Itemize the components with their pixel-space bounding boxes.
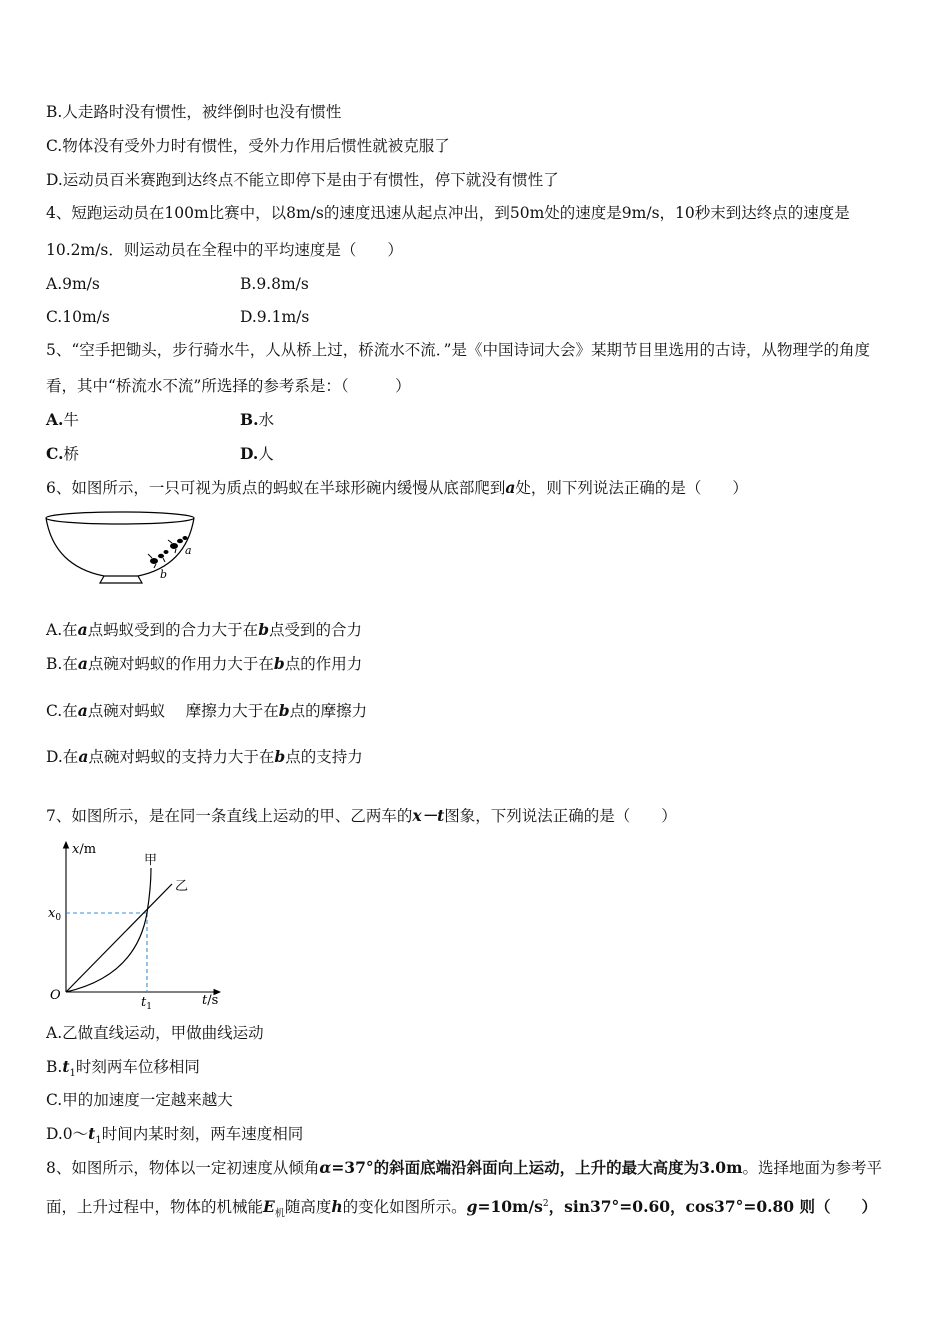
q7-stem: 7、如图所示，是在同一条直线上运动的甲、乙两车的x－t图象，下列说法正确的是（ ） <box>46 806 677 825</box>
q6-option-c: C.在a点碗对蚂蚁 摩擦力大于在b点的摩擦力 <box>46 701 368 720</box>
x-axis-label: t/s <box>202 993 219 1008</box>
q7-option-a: A.乙做直线运动，甲做曲线运动 <box>46 1024 264 1042</box>
label-yi: 乙 <box>175 879 189 894</box>
q5-stem-line2: 看，其中“桥流水不流”所选择的参考系是：（ ） <box>46 377 411 395</box>
q4-option-a: A.9m/s <box>46 275 100 293</box>
curve-jia <box>66 868 151 992</box>
xt-graph <box>44 836 234 1014</box>
q8-stem-line2: 面，上升过程中，物体的机械能$E_机$随高度h的变化如图所示。$g=10m/s^2$，sin37°=0.60，cos37°=0.80 则（ ） <box>46 1197 877 1220</box>
q6-option-b: B.在a点碗对蚂蚁的作用力大于在b点的作用力 <box>46 654 363 673</box>
q5-option-d: D.人 <box>240 444 274 463</box>
q3-option-d: D.运动员百米赛跑到达终点不能立即停下是由于有惯性，停下就没有惯性了 <box>46 171 559 189</box>
fig-label-b: b <box>160 568 168 581</box>
q4-stem-line1: 4、短跑运动员在100m比赛中，以8m/s的速度迅速从起点冲出，到50m处的速度是9m/s，10秒末到达终点的速度是 <box>46 204 850 222</box>
bowl-figure <box>44 508 204 588</box>
q4-option-b: B.9.8m/s <box>240 275 309 293</box>
q3-option-b: B.人走路时没有惯性，被绊倒时也没有惯性 <box>46 103 342 121</box>
q4-option-c: C.10m/s <box>46 308 110 326</box>
q7-option-b: $B.t_1$时刻两车位移相同 <box>46 1057 200 1080</box>
q5-option-b: B.水 <box>240 410 275 429</box>
q4-option-d: D.9.1m/s <box>240 308 310 326</box>
q7-option-c: C.甲的加速度一定越来越大 <box>46 1091 233 1109</box>
line-yi <box>66 884 172 992</box>
origin-label: O <box>50 988 61 1003</box>
q4-stem-line2: 10.2m/s．则运动员在全程中的平均速度是（ ） <box>46 241 403 259</box>
q5-option-a: A.牛 <box>46 410 79 429</box>
label-jia: 甲 <box>144 853 158 868</box>
q6-option-a: A.在a点蚂蚁受到的合力大于在b点受到的合力 <box>46 620 363 639</box>
q5-stem-line1: 5、“空手把锄头，步行骑水牛，人从桥上过，桥流水不流．”是《中国诗词大会》某期节目里选用的古诗，从物理学的角度 <box>46 341 870 359</box>
x0-label: $x_0$ <box>48 906 62 923</box>
q5-option-c: C.桥 <box>46 444 79 463</box>
t1-label: $t_1$ <box>141 995 152 1012</box>
y-axis-label: x/m <box>72 842 97 857</box>
q3-option-c: C.物体没有受外力时有惯性，受外力作用后惯性就被克服了 <box>46 137 450 155</box>
fig-label-a: a <box>185 544 192 557</box>
q7-option-d: $D.0\sim t_1$时间内某时刻，两车速度相同 <box>46 1124 304 1147</box>
q6-stem: 6、如图所示，一只可视为质点的蚂蚁在半球形碗内缓慢从底部爬到a处，则下列说法正确的是（ ） <box>46 478 748 497</box>
q8-stem-line1: 8、如图所示，物体以一定初速度从倾角α=37°的斜面底端沿斜面向上运动，上升的最大高度为3.0m。选择地面为参考平 <box>46 1158 883 1177</box>
q6-option-d: D.在a点碗对蚂蚁的支持力大于在b点的支持力 <box>46 747 363 766</box>
